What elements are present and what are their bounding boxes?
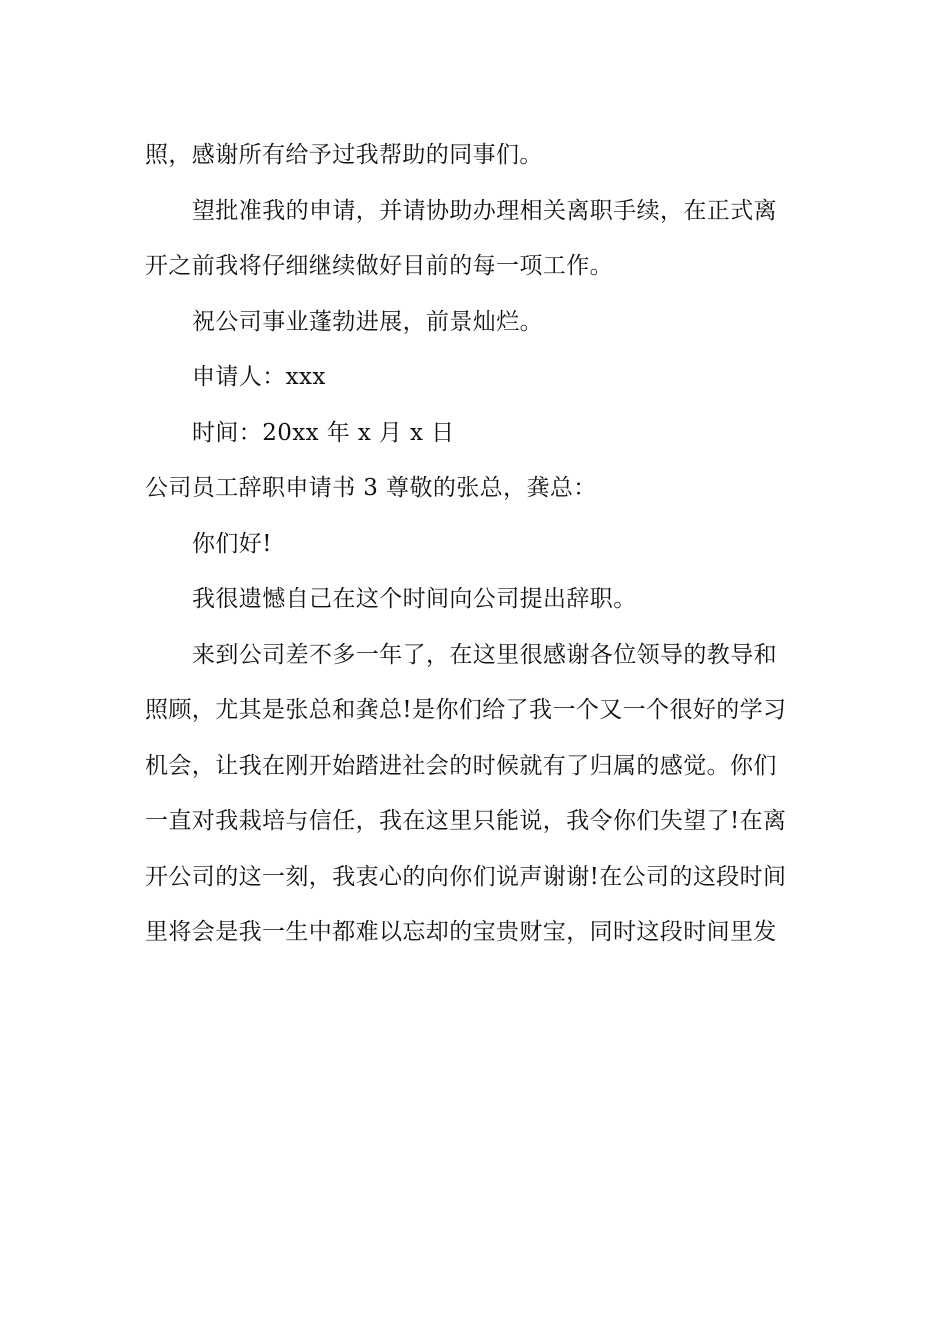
text-line: 照顾，尤其是张总和龚总!是你们给了我一个又一个很好的学习 [145,697,787,723]
text-line: 机会，让我在刚开始踏进社会的时候就有了归属的感觉。你们 [145,752,777,779]
text-line: 望批准我的申请，并请协助办理相关离职手续，在正式离 [192,197,777,224]
applicant-line: 申请人：xxx [192,364,326,390]
greeting-line: 你们好! [192,530,272,557]
section-heading: 公司员工辞职申请书 3 尊敬的张总，龚总： [145,475,597,501]
text-line: 我很遗憾自己在这个时间向公司提出辞职。 [192,586,637,612]
text-line: 来到公司差不多一年了，在这里很感谢各位领导的教导和 [192,641,777,668]
text-line: 祝公司事业蓬勃进展，前景灿烂。 [192,308,543,335]
text-line: 开公司的这一刻，我衷心的向你们说声谢谢!在公司的这段时间 [145,863,787,890]
text-line: 里将会是我一生中都难以忘却的宝贵财宝，同时这段时间里发 [145,919,777,945]
body-text [145,128,810,961]
text-line: 一直对我栽培与信任，我在这里只能说，我令你们失望了!在离 [145,808,787,834]
text-line: 照，感谢所有给予过我帮助的同事们。 [145,142,543,168]
text-line: 开之前我将仔细继续做好目前的每一项工作。 [145,253,613,279]
date-line: 时间：20xx 年 x 月 x 日 [192,419,455,446]
